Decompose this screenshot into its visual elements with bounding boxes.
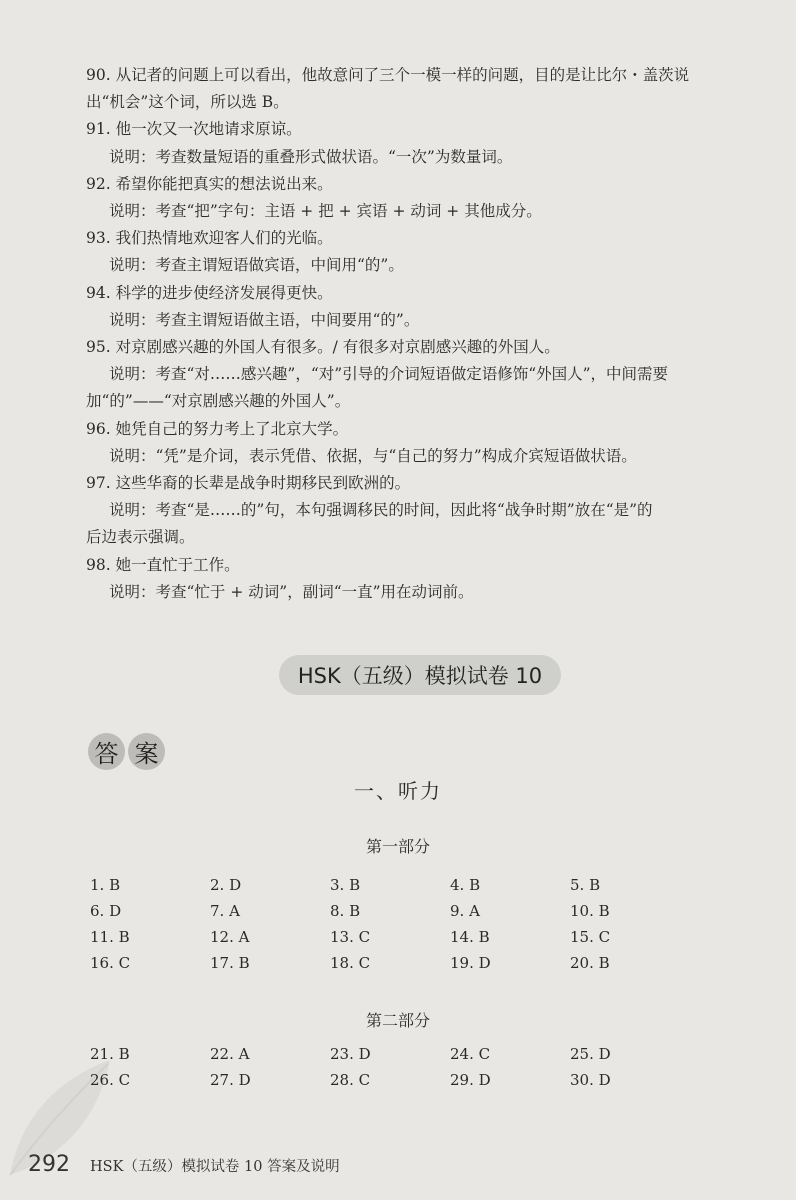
answer-cell: 16. C: [90, 954, 131, 972]
answer-cell: 13. C: [330, 928, 371, 946]
explanation-line: 95. 对京剧感兴趣的外国人有很多。/ 有很多对京剧感兴趣的外国人。: [86, 338, 560, 357]
answer-cell: 9. A: [450, 902, 480, 920]
answer-cell: 5. B: [570, 876, 601, 894]
test-banner: [279, 655, 561, 695]
answer-cell: 17. B: [210, 954, 250, 972]
answer-cell: 2. D: [210, 876, 242, 894]
answer-cell: 10. B: [570, 902, 610, 920]
answer-row: [90, 924, 690, 950]
explanation-line: 后边表示强调。: [86, 528, 195, 547]
answer-cell: 22. A: [210, 1045, 250, 1063]
explanation-line: 90. 从记者的问题上可以看出，他故意问了三个一模一样的问题，目的是让比尔・盖茨说: [86, 66, 690, 84]
explanations-section: [86, 62, 776, 606]
answer-row: [90, 950, 690, 976]
answer-cell: 19. D: [450, 954, 491, 972]
explanation-line: 说明：考查主谓短语做主语，中间要用“的”。: [109, 310, 420, 329]
answer-cell: 8. B: [330, 902, 361, 920]
part-one-title: 第一部分: [365, 837, 430, 856]
answer-cell: 20. B: [570, 954, 610, 972]
answer-cell: 26. C: [90, 1071, 131, 1089]
explanation-line: 96. 她凭自己的努力考上了北京大学。: [86, 419, 349, 438]
explanation-line: 说明：考查“对……感兴趣”，“对”引导的介词短语做定语修饰“外国人”，中间需要: [109, 365, 669, 384]
explanation-line: 说明：考查“是……的”句，本句强调移民的时间，因此将“战争时期”放在“是”的: [109, 501, 653, 520]
answer-cell: 6. D: [90, 902, 122, 920]
part-one-answers: [90, 872, 690, 976]
answer-cell: 29. D: [450, 1071, 491, 1089]
answer-cell: 1. B: [90, 876, 121, 894]
answer-cell: 30. D: [570, 1071, 611, 1089]
explanation-line: 91. 他一次又一次地请求原谅。: [86, 120, 302, 139]
answer-cell: 12. A: [210, 928, 250, 946]
answer-cell: 3. B: [330, 876, 361, 894]
explanation-line: 说明：考查“把”字句：主语 + 把 + 宾语 + 动词 + 其他成分。: [109, 202, 542, 221]
answer-cell: 4. B: [450, 876, 481, 894]
answer-cell: 18. C: [330, 954, 371, 972]
answer-cell: 24. C: [450, 1045, 491, 1063]
answer-cell: 21. B: [90, 1045, 130, 1063]
answer-cell: 23. D: [330, 1045, 371, 1063]
explanation-line: 说明：考查主谓短语做宾语，中间用“的”。: [109, 256, 404, 275]
explanation-line: 92. 希望你能把真实的想法说出来。: [86, 174, 333, 193]
answer-row: [90, 898, 690, 924]
section-title-listening: 一、听力: [354, 779, 442, 803]
running-head: HSK（五级）模拟试卷 10 答案及说明: [90, 1159, 340, 1175]
test-banner-title: HSK（五级）模拟试卷 10: [297, 664, 543, 688]
explanation-line: 93. 我们热情地欢迎客人们的光临。: [86, 229, 333, 248]
answer-cell: 11. B: [90, 928, 130, 946]
explanation-line: 说明：考查“忙于 + 动词”，副词“一直”用在动词前。: [109, 582, 474, 601]
explanation-line: 说明：考查数量短语的重叠形式做状语。“一次”为数量词。: [109, 147, 513, 166]
explanation-line: 说明：“凭”是介词，表示凭借、依据，与“自己的努力”构成介宾短语做状语。: [109, 446, 637, 465]
part-two-title: 第二部分: [365, 1011, 430, 1030]
explanation-line: 94. 科学的进步使经济发展得更快。: [86, 283, 333, 302]
answer-row: [90, 1041, 690, 1067]
answer-heading-char: 答: [88, 733, 125, 770]
explanation-line: 出“机会”这个词，所以选 B。: [86, 93, 289, 112]
answer-heading-char: 案: [128, 733, 165, 770]
answer-cell: 14. B: [450, 928, 490, 946]
answer-cell: 7. A: [210, 902, 240, 920]
page-footer: [28, 1152, 340, 1177]
answer-cell: 27. D: [210, 1071, 251, 1089]
answer-row: [90, 872, 690, 898]
answer-cell: 15. C: [570, 928, 611, 946]
page-number: 292: [28, 1152, 70, 1177]
explanation-line: 98. 她一直忙于工作。: [86, 555, 240, 574]
answer-cell: 28. C: [330, 1071, 371, 1089]
explanation-line: 加“的”——“对京剧感兴趣的外国人”。: [86, 392, 351, 411]
answer-heading: [88, 733, 168, 770]
part-two-answers: [90, 1041, 690, 1093]
explanation-line: 97. 这些华裔的长辈是战争时期移民到欧洲的。: [86, 474, 411, 493]
answer-cell: 25. D: [570, 1045, 611, 1063]
answer-row: [90, 1067, 690, 1093]
